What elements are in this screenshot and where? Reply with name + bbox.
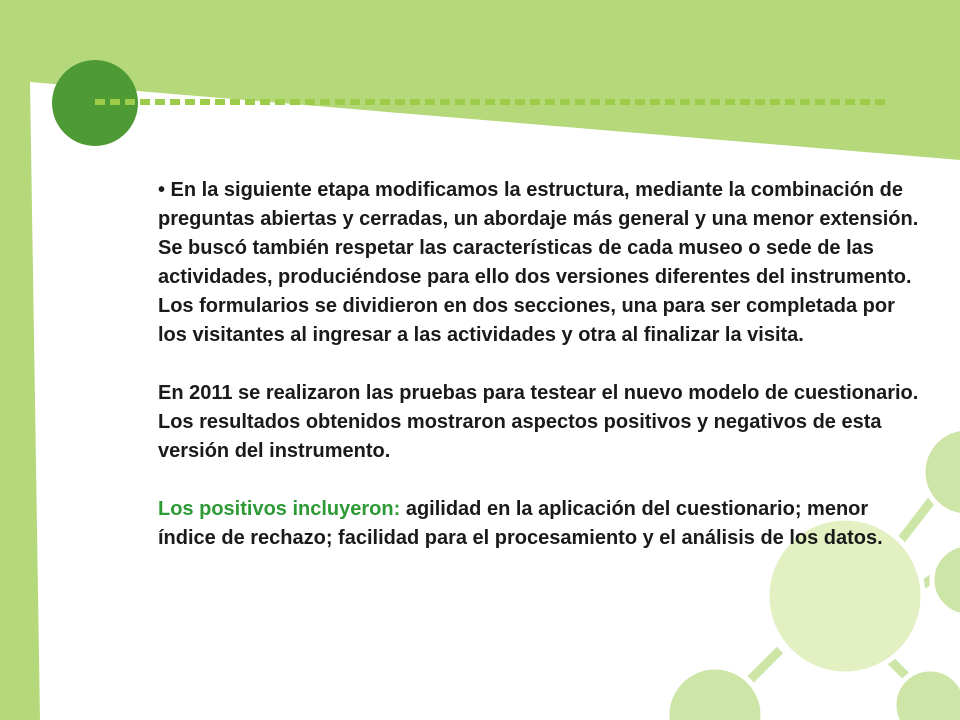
paragraph-etapa: • En la siguiente etapa modificamos la estructura, mediante la combinación de preguntas abiertas y cerradas, un abordaje más general y una menor extensión. Se buscó también respetar las características de cada museo o sede de las actividades, produciéndose para ello dos versiones diferentes del instrumento. Los formularios se dividieron en dos secciones, una para ser completada por los visitantes al ingresar a las actividades y otra al finalizar la visita. (158, 179, 919, 346)
positivos-text: agilidad en la aplicación del cuestionario; menor índice de rechazo; facilidad para el procesamiento y el análisis de los datos. (158, 498, 883, 549)
slide-text (158, 176, 928, 553)
paragraph-spacer (158, 350, 928, 379)
paragraph-spacer (158, 466, 928, 495)
positivos-highlight: Los positivos incluyeron: (158, 498, 401, 520)
paragraph-positivos (158, 495, 928, 553)
paragraph-pruebas-2011: En 2011 se realizaron las pruebas para testear el nuevo modelo de cuestionario. Los resultados obtenidos mostraron aspectos positivos y negativos de esta versión del instrumento. (158, 382, 919, 462)
